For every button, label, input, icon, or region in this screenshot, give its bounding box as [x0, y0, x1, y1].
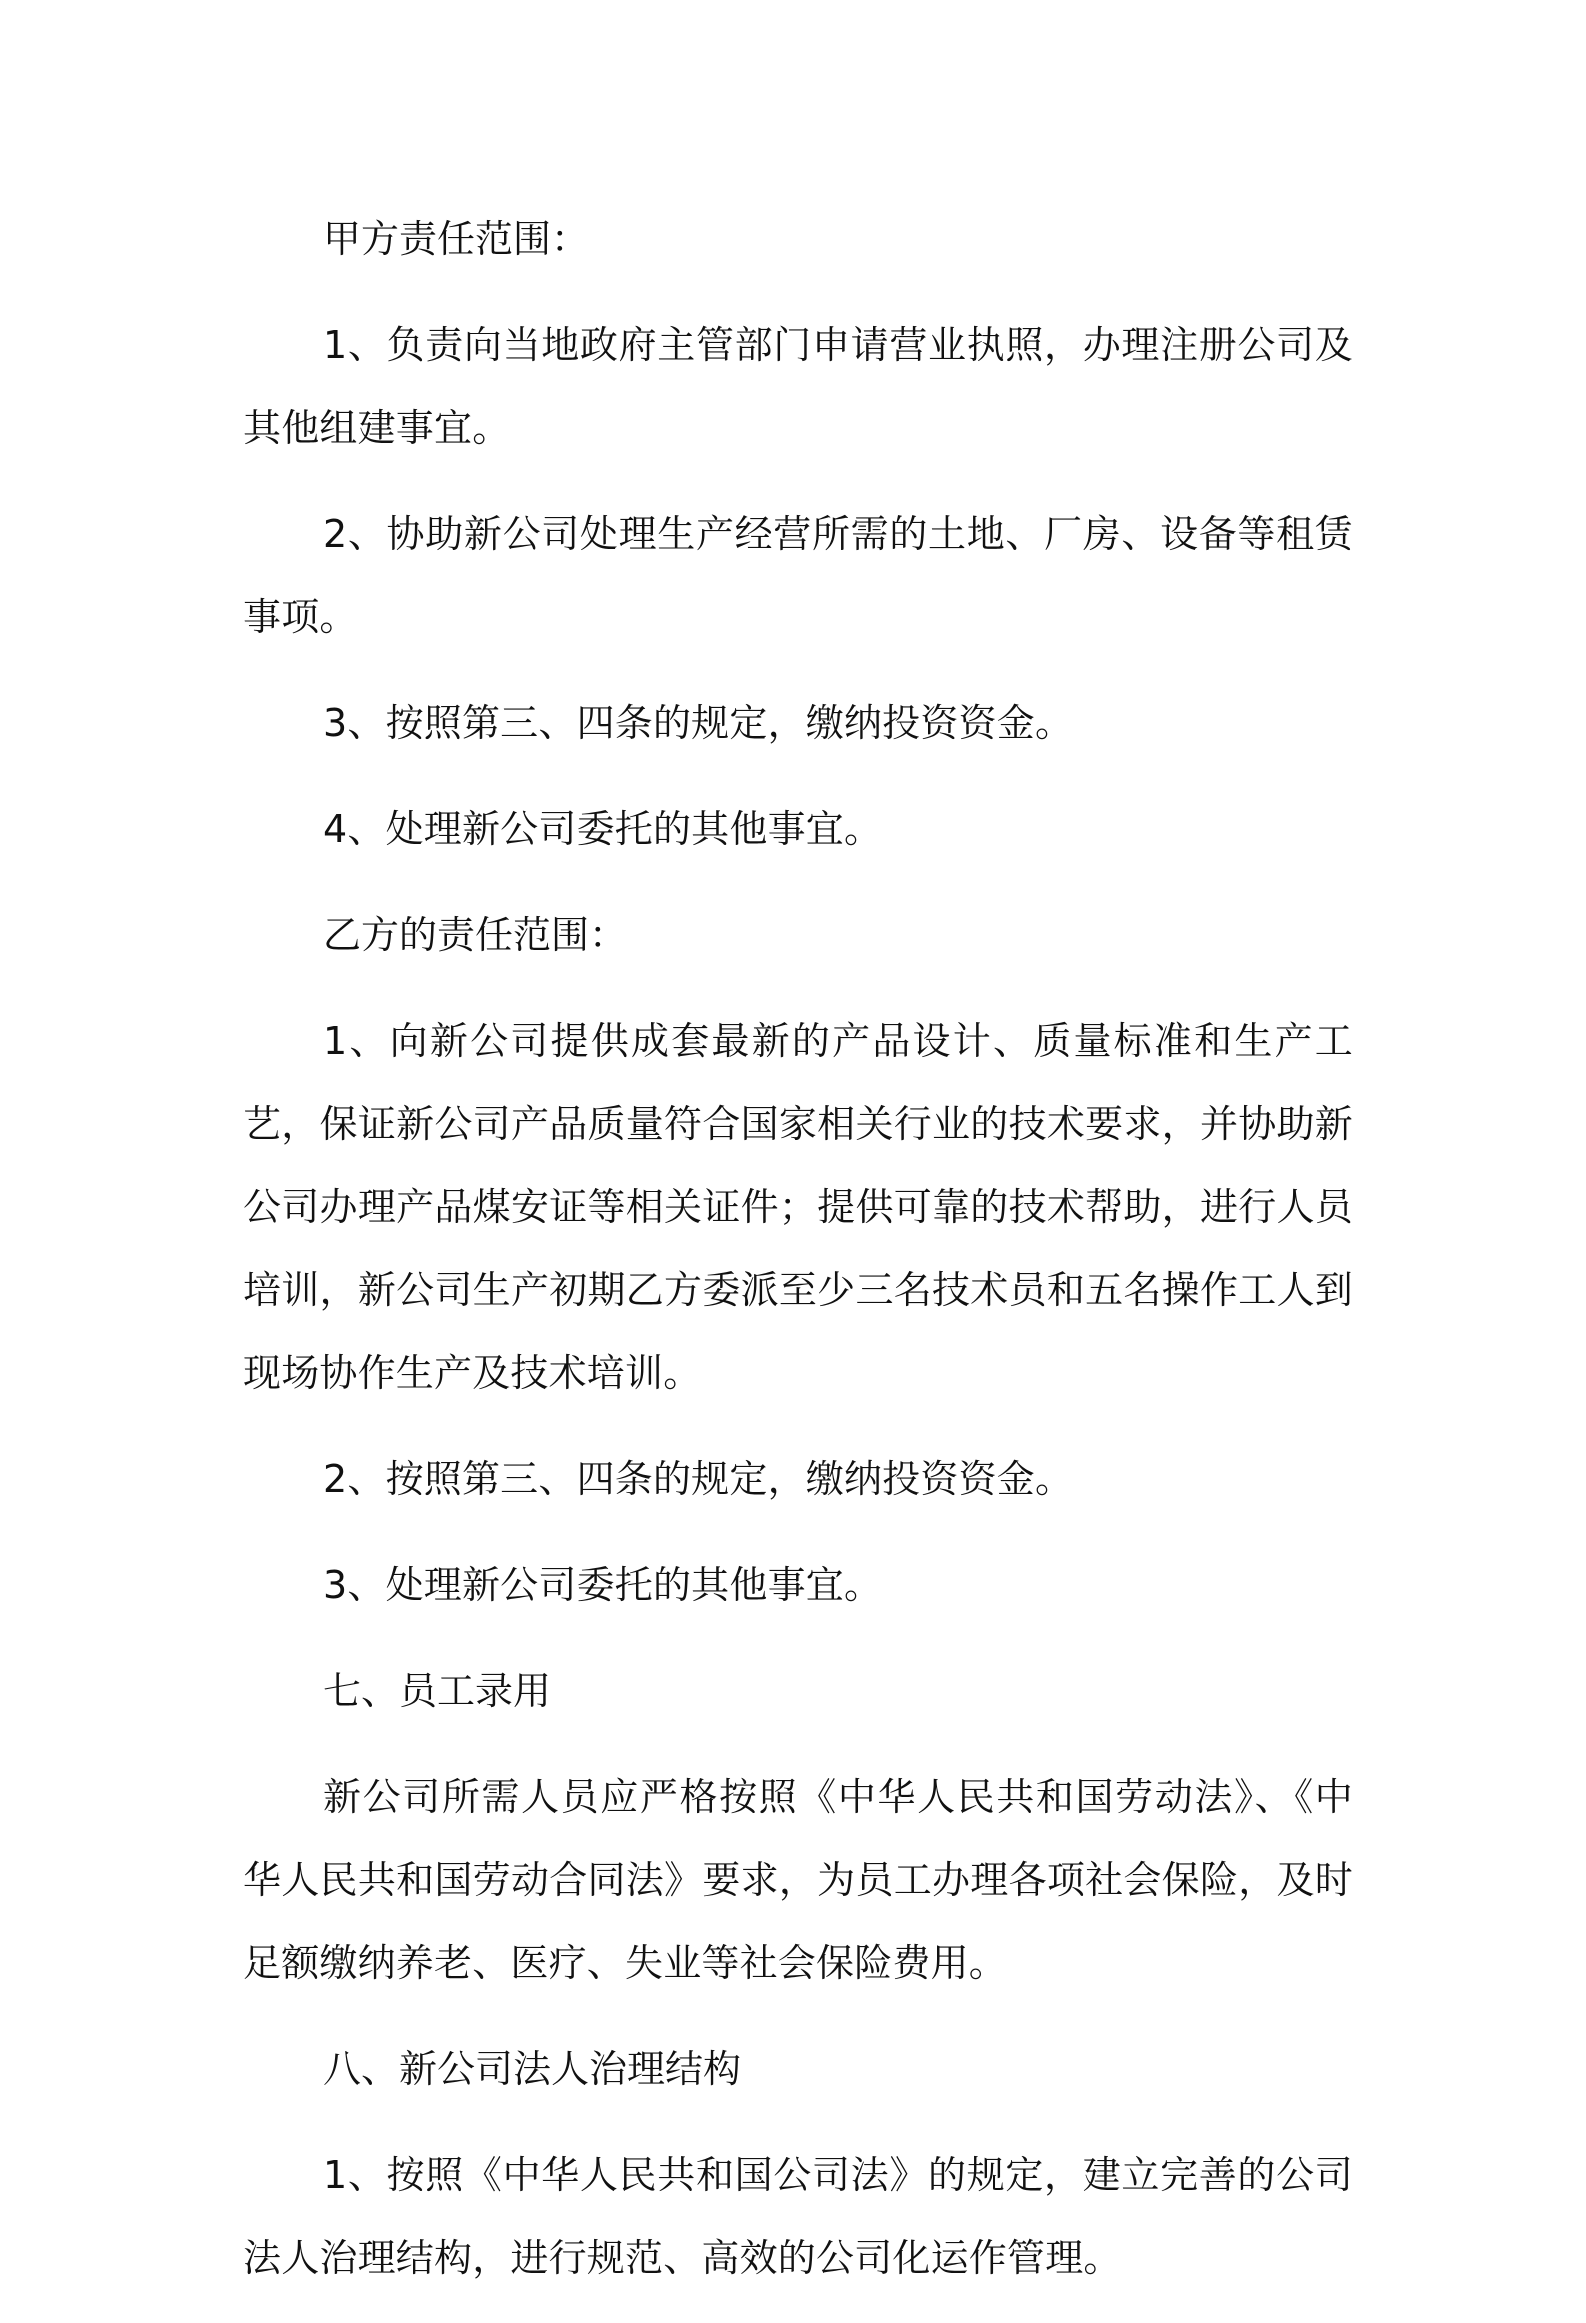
- party-a-item-1: 1、负责向当地政府主管部门申请营业执照，办理注册公司及其他组建事宜。: [243, 323, 1353, 450]
- employment-paragraph: 新公司所需人员应严格按照《中华人民共和国劳动法》、《中华人民共和国劳动合同法》要求，为员工办理各项社会保险，及时足额缴纳养老、医疗、失业等社会保险费用。: [243, 1775, 1353, 1985]
- party-b-item-3: 3、处理新公司委托的其他事宜。: [323, 1563, 883, 1607]
- section-heading-employment: 七、员工录用: [323, 1669, 552, 1713]
- party-a-item-4: 4、处理新公司委托的其他事宜。: [323, 807, 883, 851]
- section-heading-party-a: 甲方责任范围：: [323, 217, 590, 261]
- party-b-item-2: 2、按照第三、四条的规定，缴纳投资资金。: [323, 1457, 1074, 1501]
- party-b-item-1: 1、向新公司提供成套最新的产品设计、质量标准和生产工艺，保证新公司产品质量符合国家相关行业的技术要求，并协助新公司办理产品煤安证等相关证件；提供可靠的技术帮助，进行人员培训，新公司生产初期乙方委派至少三名技术员和五名操作工人到现场协作生产及技术培训。: [243, 1019, 1353, 1395]
- section-heading-governance: 八、新公司法人治理结构: [323, 2047, 742, 2091]
- governance-item-1: 1、按照《中华人民共和国公司法》的规定，建立完善的公司法人治理结构，进行规范、高效的公司化运作管理。: [243, 2153, 1353, 2280]
- document-body: [243, 198, 1353, 2323]
- party-a-item-3: 3、按照第三、四条的规定，缴纳投资资金。: [323, 701, 1074, 745]
- section-heading-party-b: 乙方的责任范围：: [323, 913, 628, 957]
- party-a-item-2: 2、协助新公司处理生产经营所需的土地、厂房、设备等租赁事项。: [243, 512, 1353, 639]
